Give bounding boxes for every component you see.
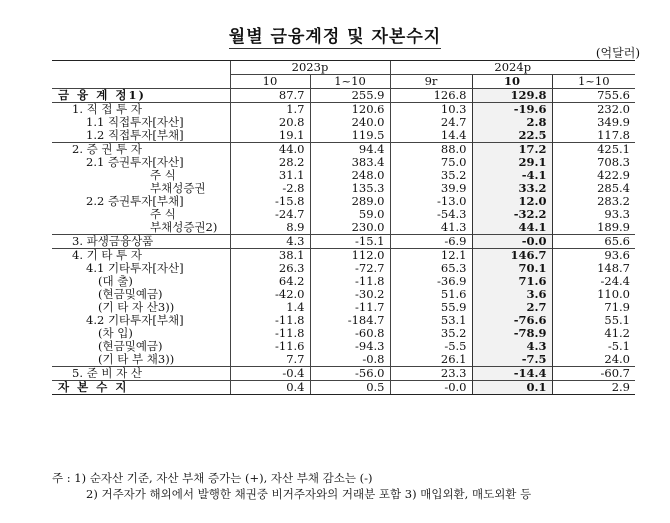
value-cell: 65.3: [390, 262, 472, 275]
value-cell: 255.9: [310, 89, 390, 103]
value-cell: 708.3: [552, 156, 635, 169]
value-cell-highlight: 2.7: [472, 301, 552, 314]
value-cell: 12.1: [390, 249, 472, 263]
value-cell: -54.3: [390, 208, 472, 221]
table-row: [52, 353, 635, 367]
value-cell: 0.5: [310, 381, 390, 395]
row-label: 2. 증 권 투 자: [52, 143, 230, 157]
value-cell-highlight: -0.0: [472, 235, 552, 249]
page-title: 월별 금융계정 및 자본수지: [228, 27, 442, 47]
value-cell: -72.7: [310, 262, 390, 275]
row-label: 1. 직 접 투 자: [52, 103, 230, 117]
table-row: [52, 381, 635, 395]
value-cell: 94.4: [310, 143, 390, 157]
value-cell: 135.3: [310, 182, 390, 195]
value-cell: -11.8: [230, 327, 310, 340]
value-cell-highlight: -76.6: [472, 314, 552, 327]
col-header: 9r: [390, 75, 472, 89]
value-cell: -15.1: [310, 235, 390, 249]
value-cell: 20.8: [230, 116, 310, 129]
value-cell: 283.2: [552, 195, 635, 208]
value-cell-highlight: -14.4: [472, 367, 552, 381]
value-cell-highlight: 146.7: [472, 249, 552, 263]
row-label: 3. 파생금융상품: [52, 235, 230, 249]
value-cell: 2.9: [552, 381, 635, 395]
value-cell: 55.1: [552, 314, 635, 327]
table-row: [52, 367, 635, 381]
value-cell: 31.1: [230, 169, 310, 182]
value-cell: -60.7: [552, 367, 635, 381]
table-row: [52, 169, 635, 182]
row-label: (차 입): [98, 326, 133, 340]
value-cell: -30.2: [310, 288, 390, 301]
value-cell-highlight: 3.6: [472, 288, 552, 301]
value-cell-highlight: 0.1: [472, 381, 552, 395]
value-cell: -56.0: [310, 367, 390, 381]
value-cell-highlight: 4.3: [472, 340, 552, 353]
value-cell: 59.0: [310, 208, 390, 221]
value-cell: 10.3: [390, 103, 472, 117]
value-cell-highlight: -7.5: [472, 353, 552, 367]
value-cell: 1.4: [230, 301, 310, 314]
financial-account-table: [52, 60, 635, 395]
value-cell: -36.9: [390, 275, 472, 288]
value-cell: -0.4: [230, 367, 310, 381]
row-label: (대 출): [98, 274, 133, 288]
table-row: [52, 103, 635, 117]
row-label: 부채성증권2): [150, 220, 218, 234]
value-cell: 289.0: [310, 195, 390, 208]
row-label: 주 식: [150, 207, 176, 221]
value-cell-highlight: 12.0: [472, 195, 552, 208]
row-label: 5. 준 비 자 산: [52, 367, 230, 381]
row-label: 1.1 직접투자[자산]: [86, 115, 184, 129]
row-label: 부채성증권: [150, 181, 206, 195]
value-cell: 285.4: [552, 182, 635, 195]
value-cell: 93.6: [552, 249, 635, 263]
value-cell: 117.8: [552, 129, 635, 143]
row-label: 자 본 수 지: [52, 381, 230, 395]
value-cell: 28.2: [230, 156, 310, 169]
year-2023: 2023p: [230, 61, 390, 75]
value-cell: 41.2: [552, 327, 635, 340]
value-cell: 71.9: [552, 301, 635, 314]
value-cell: 24.7: [390, 116, 472, 129]
value-cell: -60.8: [310, 327, 390, 340]
value-cell-highlight: -19.6: [472, 103, 552, 117]
value-cell: 44.0: [230, 143, 310, 157]
value-cell: 383.4: [310, 156, 390, 169]
value-cell: 19.1: [230, 129, 310, 143]
value-cell: 53.1: [390, 314, 472, 327]
value-cell: -5.1: [552, 340, 635, 353]
header-blank: [52, 61, 230, 75]
table-row: [52, 129, 635, 143]
unit-label: (억달러): [595, 46, 640, 60]
value-cell-highlight: 70.1: [472, 262, 552, 275]
value-cell-highlight: 44.1: [472, 221, 552, 235]
value-cell: 349.9: [552, 116, 635, 129]
row-label: 4. 기 타 투 자: [52, 249, 230, 263]
value-cell: 14.4: [390, 129, 472, 143]
row-label: 4.1 기타투자[자산]: [86, 261, 184, 275]
value-cell: -11.6: [230, 340, 310, 353]
value-cell: 189.9: [552, 221, 635, 235]
value-cell: 35.2: [390, 327, 472, 340]
row-label: (현금및예금): [98, 287, 163, 301]
value-cell: -6.9: [390, 235, 472, 249]
value-cell: -24.7: [230, 208, 310, 221]
value-cell: 120.6: [310, 103, 390, 117]
value-cell: -11.8: [230, 314, 310, 327]
value-cell: 4.3: [230, 235, 310, 249]
value-cell: 8.9: [230, 221, 310, 235]
footnote: 주 : 1) 순자산 기준, 자산 부채 증가는 (+), 자산 부채 감소는 (-): [52, 471, 373, 485]
value-cell-highlight: 22.5: [472, 129, 552, 143]
row-label: (현금및예금): [98, 339, 163, 353]
value-cell: 23.3: [390, 367, 472, 381]
value-cell: 126.8: [390, 89, 472, 103]
value-cell-highlight: 29.1: [472, 156, 552, 169]
value-cell: 88.0: [390, 143, 472, 157]
table-row: [52, 221, 635, 235]
table-row: [52, 156, 635, 169]
value-cell: 35.2: [390, 169, 472, 182]
value-cell: 425.1: [552, 143, 635, 157]
table-row: [52, 143, 635, 157]
value-cell-highlight: 33.2: [472, 182, 552, 195]
value-cell-highlight: -78.9: [472, 327, 552, 340]
table-row: [52, 262, 635, 275]
row-label: 2.1 증권투자[자산]: [86, 155, 184, 169]
value-cell: -13.0: [390, 195, 472, 208]
row-label: 1.2 직접투자[부채]: [86, 128, 184, 142]
value-cell: 87.7: [230, 89, 310, 103]
value-cell: 112.0: [310, 249, 390, 263]
row-label: 4.2 기타투자[부채]: [86, 313, 184, 327]
value-cell: -5.5: [390, 340, 472, 353]
value-cell: -0.0: [390, 381, 472, 395]
col-header-highlight: 10: [472, 75, 552, 89]
value-cell-highlight: 17.2: [472, 143, 552, 157]
value-cell: 26.1: [390, 353, 472, 367]
value-cell: -15.8: [230, 195, 310, 208]
value-cell: 240.0: [310, 116, 390, 129]
value-cell: 41.3: [390, 221, 472, 235]
value-cell: 7.7: [230, 353, 310, 367]
value-cell: 119.5: [310, 129, 390, 143]
value-cell: -94.3: [310, 340, 390, 353]
value-cell: 1.7: [230, 103, 310, 117]
row-label: 주 식: [150, 168, 176, 182]
value-cell: 148.7: [552, 262, 635, 275]
value-cell: 24.0: [552, 353, 635, 367]
value-cell: -42.0: [230, 288, 310, 301]
value-cell: 38.1: [230, 249, 310, 263]
value-cell: -11.7: [310, 301, 390, 314]
footnote: 2) 거주자가 해외에서 발행한 채권중 비거주자와의 거래분 포함 3) 매입외환, 매도외환 등: [86, 487, 532, 501]
value-cell-highlight: -32.2: [472, 208, 552, 221]
table-row: [52, 89, 635, 103]
value-cell: 93.3: [552, 208, 635, 221]
value-cell-highlight: -4.1: [472, 169, 552, 182]
value-cell: -2.8: [230, 182, 310, 195]
value-cell: 755.6: [552, 89, 635, 103]
value-cell: -11.8: [310, 275, 390, 288]
value-cell: -24.4: [552, 275, 635, 288]
value-cell: -0.8: [310, 353, 390, 367]
table-row: [52, 249, 635, 263]
value-cell: 75.0: [390, 156, 472, 169]
value-cell: 39.9: [390, 182, 472, 195]
value-cell: -184.7: [310, 314, 390, 327]
row-label: (기 타 부 채3)): [98, 352, 175, 366]
row-label: 금 융 계 정1): [58, 88, 146, 102]
table-row: [52, 314, 635, 327]
value-cell: 51.6: [390, 288, 472, 301]
year-2024: 2024p: [390, 61, 635, 75]
footnotes: [52, 470, 531, 502]
col-header: 1~10: [310, 75, 390, 89]
value-cell: 55.9: [390, 301, 472, 314]
value-cell-highlight: 2.8: [472, 116, 552, 129]
value-cell-highlight: 129.8: [472, 89, 552, 103]
value-cell: 64.2: [230, 275, 310, 288]
value-cell: 230.0: [310, 221, 390, 235]
table-row: [52, 235, 635, 249]
value-cell: 0.4: [230, 381, 310, 395]
col-header: 10: [230, 75, 310, 89]
table-row: [52, 195, 635, 208]
value-cell: 26.3: [230, 262, 310, 275]
table-row: [52, 208, 635, 221]
value-cell: 65.6: [552, 235, 635, 249]
value-cell: 232.0: [552, 103, 635, 117]
row-label: (기 타 자 산3)): [98, 300, 175, 314]
value-cell: 110.0: [552, 288, 635, 301]
row-label: 2.2 증권투자[부채]: [86, 194, 184, 208]
value-cell-highlight: 71.6: [472, 275, 552, 288]
col-header: 1~10: [552, 75, 635, 89]
value-cell: 248.0: [310, 169, 390, 182]
value-cell: 422.9: [552, 169, 635, 182]
header-blank: [52, 75, 230, 89]
